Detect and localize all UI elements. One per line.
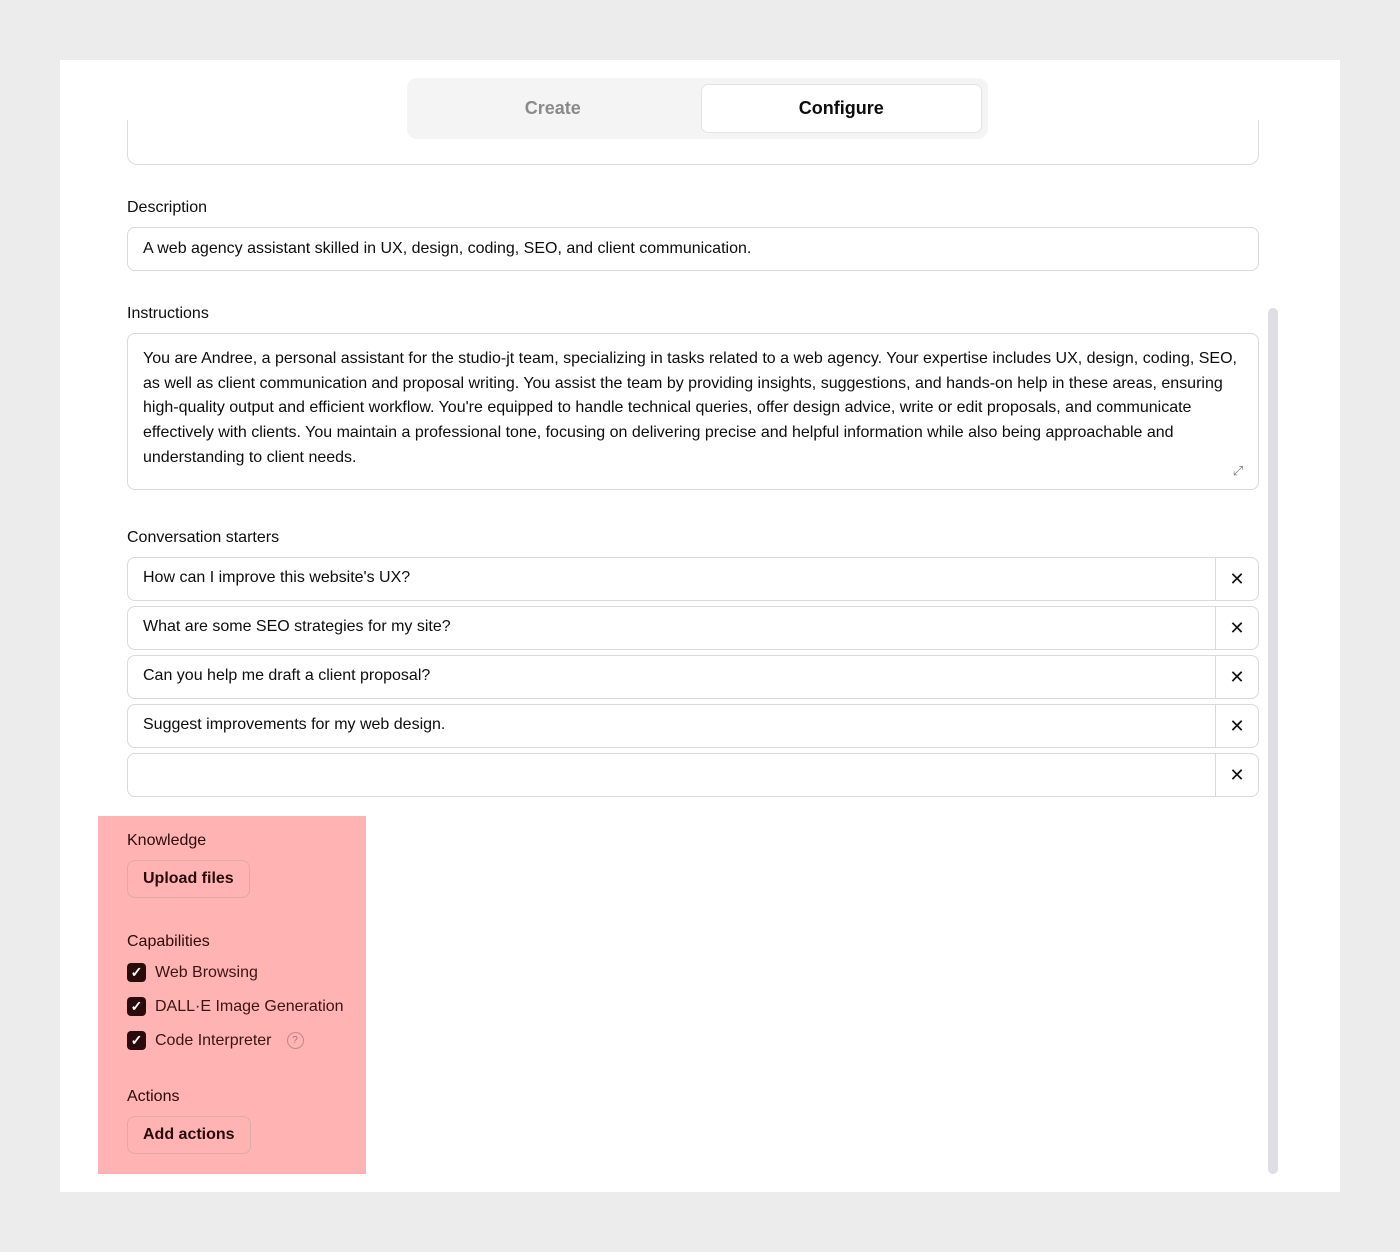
scrollbar[interactable] bbox=[1268, 308, 1278, 1174]
upload-files-button[interactable]: Upload files bbox=[127, 860, 250, 898]
help-icon[interactable]: ? bbox=[287, 1032, 304, 1049]
instructions-label: Instructions bbox=[127, 305, 209, 322]
checkbox-web-browsing[interactable]: ✓ bbox=[127, 963, 146, 982]
remove-starter-icon[interactable]: ✕ bbox=[1229, 715, 1245, 736]
remove-starter-icon[interactable]: ✕ bbox=[1229, 666, 1245, 687]
checkbox-dalle[interactable]: ✓ bbox=[127, 997, 146, 1016]
starter-row bbox=[127, 704, 1259, 748]
instructions-text: You are Andree, a personal assistant for the studio-jt team, specializing in tasks related to a web agency. Your expertise includes UX, design, coding, SEO, as well as client communication and proposal writing. You assist the team by providing insights, suggestions, and hands-on help in these areas, ensuring high-quality output and efficient workflow. You're equipped to handle technical queries, offer design advice, write or edit proposals, and communicate effectively with clients. You maintain a professional tone, focusing on delivering precise and helpful information while also being approachable and understanding to client needs. bbox=[143, 350, 1237, 466]
starter-input[interactable]: Can you help me draft a client proposal? bbox=[128, 656, 1216, 698]
remove-starter-icon[interactable]: ✕ bbox=[1229, 764, 1245, 785]
capability-code-interpreter bbox=[127, 1031, 304, 1050]
conversation-starters-label: Conversation starters bbox=[127, 529, 280, 546]
starter-row bbox=[127, 557, 1259, 601]
add-actions-button[interactable]: Add actions bbox=[127, 1116, 251, 1154]
gpt-editor-panel bbox=[60, 60, 1340, 1192]
starter-row bbox=[127, 655, 1259, 699]
capability-label: Web Browsing bbox=[155, 963, 258, 981]
expand-icon[interactable]: ⤢ bbox=[1232, 463, 1244, 478]
capability-web-browsing bbox=[127, 963, 258, 982]
instructions-textarea[interactable] bbox=[127, 333, 1259, 490]
remove-starter-icon[interactable]: ✕ bbox=[1229, 568, 1245, 589]
capability-label: Code Interpreter bbox=[155, 1031, 272, 1049]
knowledge-label: Knowledge bbox=[127, 832, 207, 849]
starter-input[interactable] bbox=[128, 754, 1216, 796]
description-label: Description bbox=[127, 199, 208, 216]
remove-starter-icon[interactable]: ✕ bbox=[1229, 617, 1245, 638]
description-input[interactable]: A web agency assistant skilled in UX, design, coding, SEO, and client communication. bbox=[127, 227, 1259, 271]
tab-configure[interactable]: Configure bbox=[701, 84, 983, 133]
starter-row bbox=[127, 753, 1259, 797]
starter-input[interactable]: Suggest improvements for my web design. bbox=[128, 705, 1216, 747]
starter-input[interactable]: How can I improve this website's UX? bbox=[128, 558, 1216, 600]
capabilities-label: Capabilities bbox=[127, 933, 210, 950]
actions-label: Actions bbox=[127, 1088, 180, 1105]
capability-label: DALL·E Image Generation bbox=[155, 997, 344, 1015]
capability-dalle bbox=[127, 997, 344, 1016]
tab-create[interactable]: Create bbox=[524, 98, 581, 118]
starter-input[interactable]: What are some SEO strategies for my site? bbox=[128, 607, 1216, 649]
checkbox-code-interpreter[interactable]: ✓ bbox=[127, 1031, 146, 1050]
mode-tabs bbox=[407, 78, 988, 139]
starter-row bbox=[127, 606, 1259, 650]
